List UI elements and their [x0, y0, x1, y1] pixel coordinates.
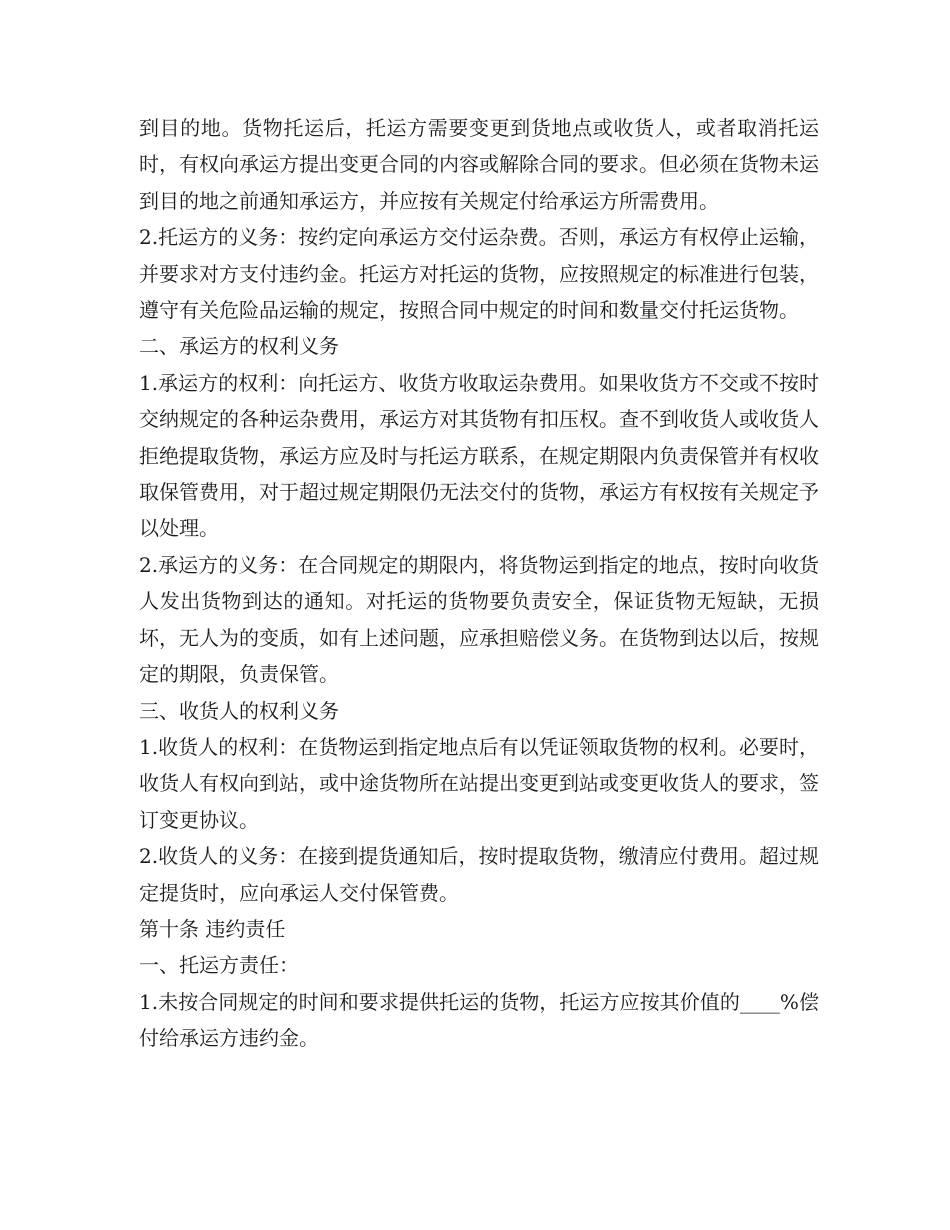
section-heading-carrier: 二、承运方的权利义务	[139, 334, 339, 359]
paragraph-shipper-obligations: 2.托运方的义务：按约定向承运方交付运杂费。否则，承运方有权停止运输，并要求对方支付违约金。托运方对托运的货物，应按照规定的标准进行包装，遵守有关危险品运输的规定，按照合同中规定的时间和数量交付托运货物。	[139, 225, 819, 323]
article-heading-liability: 第十条 违约责任	[139, 916, 286, 941]
section-heading-shipper-liability: 一、托运方责任：	[139, 953, 299, 978]
paragraph-shipper-penalty: 1.未按合同规定的时间和要求提供托运的货物，托运方应按其价值的____%偿付给承运方违约金。	[139, 989, 819, 1051]
section-heading-consignee: 三、收货人的权利义务	[139, 698, 339, 723]
document-body	[139, 110, 819, 1057]
paragraph-carrier-rights: 1.承运方的权利：向托运方、收货方收取运杂费用。如果收货方不交或不按时交纳规定的各种运杂费用，承运方对其货物有扣压权。查不到收货人或收货人拒绝提取货物，承运方应及时与托运方联系，在规定期限内负责保管并有权收取保管费用，对于超过规定期限仍无法交付的货物，承运方有权按有关规定予以处理。	[139, 370, 819, 541]
paragraph-carrier-obligations: 2.承运方的义务：在合同规定的期限内，将货物运到指定的地点，按时向收货人发出货物到达的通知。对托运的货物要负责安全，保证货物无短缺，无损坏，无人为的变质，如有上述问题，应承担赔偿义务。在货物到达以后，按规定的期限，负责保管。	[139, 552, 819, 687]
paragraph-consignee-rights: 1.收货人的权利：在货物运到指定地点后有以凭证领取货物的权利。必要时，收货人有权向到站，或中途货物所在站提出变更到站或变更收货人的要求，签订变更协议。	[139, 734, 819, 832]
paragraph-consignee-obligations: 2.收货人的义务：在接到提货通知后，按时提取货物，缴清应付费用。超过规定提货时，应向承运人交付保管费。	[139, 844, 819, 905]
paragraph-destination-change: 到目的地。货物托运后，托运方需要变更到货地点或收货人，或者取消托运时，有权向承运方提出变更合同的内容或解除合同的要求。但必须在货物未运到目的地之前通知承运方，并应按有关规定付给承运方所需费用。	[139, 116, 819, 213]
